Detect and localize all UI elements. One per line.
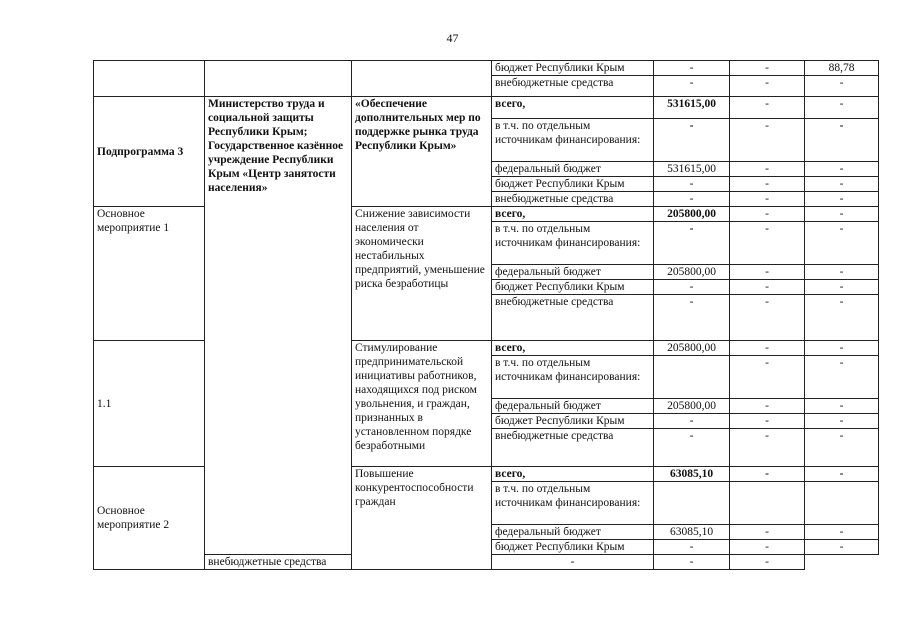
activity-title: Стимулирование предпринимательской инициативы работников, находящихся под риском увольнения, и граждан, признанных в установленном порядке безработными (352, 341, 492, 467)
source-cell: внебюджетные средства (205, 555, 352, 570)
source-cell: внебюджетные средства (492, 192, 654, 207)
value-cell: 88,78 (805, 61, 879, 76)
value-cell: - (805, 467, 879, 482)
executor-cell (205, 61, 352, 97)
value-cell: 205800,00 (654, 207, 730, 222)
source-cell: внебюджетные средства (492, 429, 654, 467)
value-cell: - (730, 97, 805, 119)
value-cell: - (654, 222, 730, 265)
value-cell: - (654, 280, 730, 295)
value-cell: - (730, 356, 805, 399)
value-cell: - (492, 555, 654, 570)
value-cell (805, 482, 879, 525)
value-cell: - (654, 540, 730, 555)
value-cell: - (730, 280, 805, 295)
value-cell (654, 482, 730, 525)
source-cell: бюджет Республики Крым (492, 280, 654, 295)
value-cell: - (805, 76, 879, 97)
value-cell: - (730, 207, 805, 222)
value-cell: 531615,00 (654, 162, 730, 177)
value-cell: - (805, 177, 879, 192)
source-cell: бюджет Республики Крым (492, 177, 654, 192)
source-cell: федеральный бюджет (492, 265, 654, 280)
value-cell: - (730, 295, 805, 341)
value-cell: - (730, 555, 805, 570)
value-cell: - (654, 295, 730, 341)
value-cell: - (654, 119, 730, 162)
value-cell: - (654, 61, 730, 76)
source-cell: в т.ч. по отдельным источникам финансирования: (492, 482, 654, 525)
value-cell: 205800,00 (654, 265, 730, 280)
value-cell: - (805, 222, 879, 265)
source-cell: федеральный бюджет (492, 162, 654, 177)
source-cell: бюджет Республики Крым (492, 61, 654, 76)
value-cell: - (730, 192, 805, 207)
value-cell: - (654, 414, 730, 429)
subprogram-name: Подпрограмма 3 (94, 97, 205, 207)
source-cell: бюджет Республики Крым (492, 540, 654, 555)
value-cell: - (805, 525, 879, 540)
budget-table (93, 60, 879, 570)
value-cell: - (730, 467, 805, 482)
source-cell: всего, (492, 341, 654, 356)
page-number: 47 (446, 31, 459, 45)
table-row (94, 61, 879, 76)
source-cell: в т.ч. по отдельным источникам финансирования: (492, 222, 654, 265)
value-cell: - (730, 429, 805, 467)
subprogram-title: «Обеспечение дополнительных мер по поддержке рынка труда Республики Крым» (352, 97, 492, 207)
value-cell: 205800,00 (654, 341, 730, 356)
source-cell: федеральный бюджет (492, 525, 654, 540)
source-cell: федеральный бюджет (492, 399, 654, 414)
value-cell: - (805, 280, 879, 295)
value-cell: - (805, 540, 879, 555)
value-cell: - (730, 525, 805, 540)
value-cell: - (654, 555, 730, 570)
value-cell: - (654, 177, 730, 192)
activity-title: Повышение конкурентоспособности граждан (352, 467, 492, 570)
value-cell: - (805, 119, 879, 162)
value-cell: - (805, 207, 879, 222)
value-cell: - (730, 414, 805, 429)
value-cell: - (730, 399, 805, 414)
value-cell: - (730, 540, 805, 555)
value-cell: - (805, 265, 879, 280)
value-cell: - (805, 429, 879, 467)
activity-title: Снижение зависимости населения от экономически нестабильных предприятий, уменьшение риска безработицы (352, 207, 492, 341)
source-cell: бюджет Республики Крым (492, 414, 654, 429)
table-row (94, 97, 879, 119)
value-cell: - (730, 265, 805, 280)
title-cell (352, 61, 492, 97)
value-cell: - (654, 192, 730, 207)
value-cell: - (654, 429, 730, 467)
value-cell: - (730, 76, 805, 97)
value-cell: 205800,00 (654, 399, 730, 414)
source-cell: внебюджетные средства (492, 295, 654, 341)
value-cell (654, 356, 730, 399)
value-cell: - (805, 341, 879, 356)
activity-name: Основное мероприятие 1 (94, 207, 205, 341)
value-cell: - (805, 399, 879, 414)
name-cell (94, 61, 205, 97)
value-cell: - (730, 162, 805, 177)
source-cell: в т.ч. по отдельным источникам финансирования: (492, 119, 654, 162)
value-cell: 63085,10 (654, 467, 730, 482)
source-cell: всего, (492, 467, 654, 482)
value-cell (730, 482, 805, 525)
value-cell: - (805, 97, 879, 119)
source-cell: всего, (492, 207, 654, 222)
source-cell: в т.ч. по отдельным источникам финансирования: (492, 356, 654, 399)
value-cell: - (730, 177, 805, 192)
executor-cell: Министерство труда и социальной защиты Республики Крым; Государственное казённое учреждение Республики Крым «Центр занятости населения» (205, 97, 352, 555)
value-cell: - (730, 61, 805, 76)
value-cell: - (805, 295, 879, 341)
value-cell: - (730, 341, 805, 356)
source-cell: внебюджетные средства (492, 76, 654, 97)
activity-name: 1.1 (94, 341, 205, 467)
value-cell: - (805, 192, 879, 207)
value-cell: - (805, 414, 879, 429)
value-cell: - (805, 162, 879, 177)
value-cell: - (805, 356, 879, 399)
value-cell: - (730, 222, 805, 265)
source-cell: всего, (492, 97, 654, 119)
value-cell: - (654, 76, 730, 97)
value-cell: 63085,10 (654, 525, 730, 540)
activity-name: Основное мероприятие 2 (94, 467, 205, 570)
value-cell: 531615,00 (654, 97, 730, 119)
value-cell: - (730, 119, 805, 162)
